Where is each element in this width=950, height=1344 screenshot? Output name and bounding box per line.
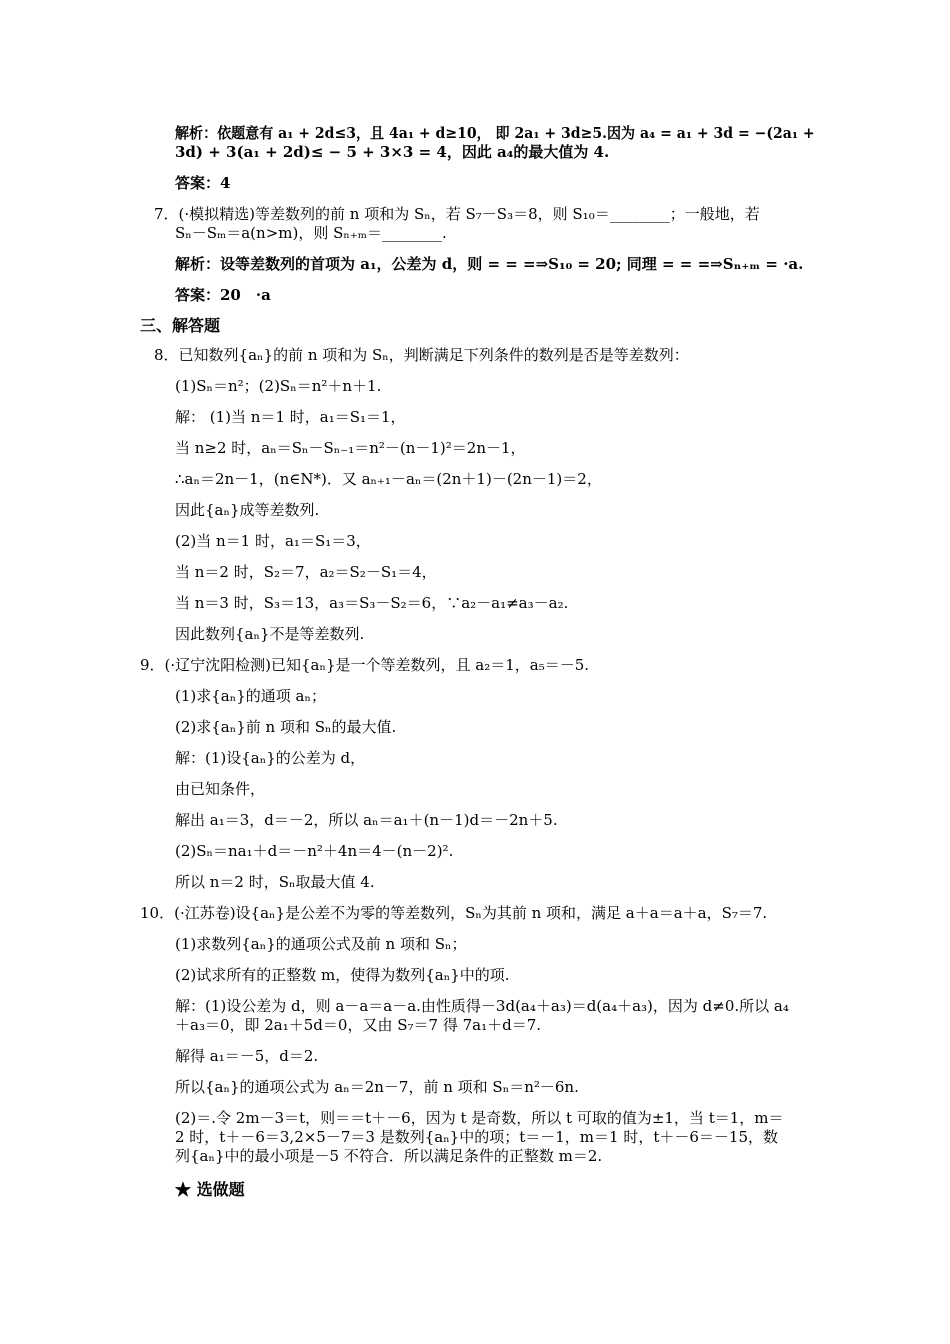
- q8-solution-line2: 当 n≥2 时，aₙ＝Sₙ－Sₙ₋₁＝n²－(n－1)²＝2n－1，: [175, 439, 526, 457]
- q10-part2: (2)试求所有的正整数 m，使得为数列{aₙ}中的项.: [175, 966, 510, 984]
- q9-solution-line4: (2)Sₙ＝na₁＋d＝－n²＋4n＝4－(n－2)².: [175, 842, 454, 860]
- q6-answer: 答案：4: [175, 174, 231, 192]
- q10-part1: (1)求数列{aₙ}的通项公式及前 n 项和 Sₙ；: [175, 935, 467, 953]
- q10-solution-line1: 解：(1)设公差为 d，则 a－a＝a－a.由性质得－3d(a₄＋a₃)＝d(a₄＋a₃)，因为 d≠0.所以 a₄: [175, 997, 789, 1015]
- q9-part1: (1)求{aₙ}的通项 aₙ；: [175, 687, 326, 705]
- q8-solution-line1: 解： (1)当 n＝1 时，a₁＝S₁＝1，: [175, 408, 406, 426]
- q8-solution-line3: ∴aₙ＝2n－1，(n∈N*)．又 aₙ₊₁－aₙ＝(2n＋1)－(2n－1)＝2，: [175, 470, 602, 488]
- q9-solution-line5: 所以 n＝2 时，Sₙ取最大值 4.: [175, 873, 375, 891]
- q9-solution-line2: 由已知条件，: [175, 780, 266, 798]
- q8-prompt: 8．已知数列{aₙ}的前 n 项和为 Sₙ，判断满足下列条件的数列是否是等差数列：: [154, 346, 689, 364]
- q10-solution-line5: (2)＝.令 2m－3＝t，则＝＝t＋－6，因为 t 是奇数，所以 t 可取的值为±1，当 t＝1，m＝: [175, 1109, 784, 1127]
- q10-solution-line3: 解得 a₁＝－5，d＝2.: [175, 1047, 319, 1065]
- optional-section-heading: ★ 选做题: [175, 1180, 245, 1199]
- q10-solution-line2: ＋a₃＝0，即 2a₁＋5d＝0，又由 S₇＝7 得 7a₁＋d＝7.: [175, 1016, 542, 1034]
- q8-solution-line8: 因此数列{aₙ}不是等差数列.: [175, 625, 365, 643]
- q6-solution-line1: 解析：依题意有 a₁ + 2d≤3，且 4a₁ + d≥10， 即 2a₁ + 3d≥5.因为 a₄ = a₁ + 3d = −(2a₁ +: [175, 124, 815, 142]
- q6-solution-line2: 3d) + 3(a₁ + 2d)≤ − 5 + 3×3 = 4，因此 a₄的最大值为 4.: [175, 143, 610, 161]
- q9-solution-line1: 解：(1)设{aₙ}的公差为 d，: [175, 749, 366, 767]
- section-heading: 三、解答题: [140, 316, 221, 335]
- q7-solution: 解析：设等差数列的首项为 a₁，公差为 d，则 = = =⇒S₁₀ = 20; 同理 = = =⇒Sₙ₊ₘ = ·a.: [175, 255, 804, 273]
- q8-solution-line7: 当 n＝3 时，S₃＝13，a₃＝S₃－S₂＝6，∵a₂－a₁≠a₃－a₂.: [175, 594, 569, 612]
- q9-solution-line3: 解出 a₁＝3，d＝－2，所以 aₙ＝a₁＋(n－1)d＝－2n＋5.: [175, 811, 558, 829]
- q10-prompt: 10．(·江苏卷)设{aₙ}是公差不为零的等差数列，Sₙ为其前 n 项和，满足 a＋a＝a＋a，S₇＝7.: [140, 904, 768, 922]
- q10-solution-line7: 列{aₙ}中的最小项是－5 不符合．所以满足条件的正整数 m＝2.: [175, 1147, 603, 1165]
- q7-prompt-line1: 7．(·模拟精选)等差数列的前 n 项和为 Sₙ，若 S₇－S₃＝8，则 S₁₀＝________；一般地，若: [154, 205, 760, 223]
- q10-solution-line4: 所以{aₙ}的通项公式为 aₙ＝2n－7，前 n 项和 Sₙ＝n²－6n.: [175, 1078, 579, 1096]
- q8-conditions: (1)Sₙ＝n²；(2)Sₙ＝n²＋n＋1.: [175, 377, 382, 395]
- q7-answer: 答案：20 ·a: [175, 286, 271, 304]
- q10-solution-line6: 2 时，t＋－6＝3,2×5－7＝3 是数列{aₙ}中的项；t＝－1，m＝1 时，t＋－6＝－15，数: [175, 1128, 778, 1146]
- q9-prompt: 9．(·辽宁沈阳检测)已知{aₙ}是一个等差数列，且 a₂＝1，a₅＝－5.: [140, 656, 590, 674]
- q7-prompt-line2: Sₙ－Sₘ＝a(n>m)，则 Sₙ₊ₘ＝________.: [175, 224, 447, 242]
- q8-solution-line6: 当 n＝2 时，S₂＝7，a₂＝S₂－S₁＝4，: [175, 563, 437, 581]
- q9-part2: (2)求{aₙ}前 n 项和 Sₙ的最大值.: [175, 718, 397, 736]
- q8-solution-line4: 因此{aₙ}成等差数列.: [175, 501, 320, 519]
- q8-solution-line5: (2)当 n＝1 时，a₁＝S₁＝3，: [175, 532, 371, 550]
